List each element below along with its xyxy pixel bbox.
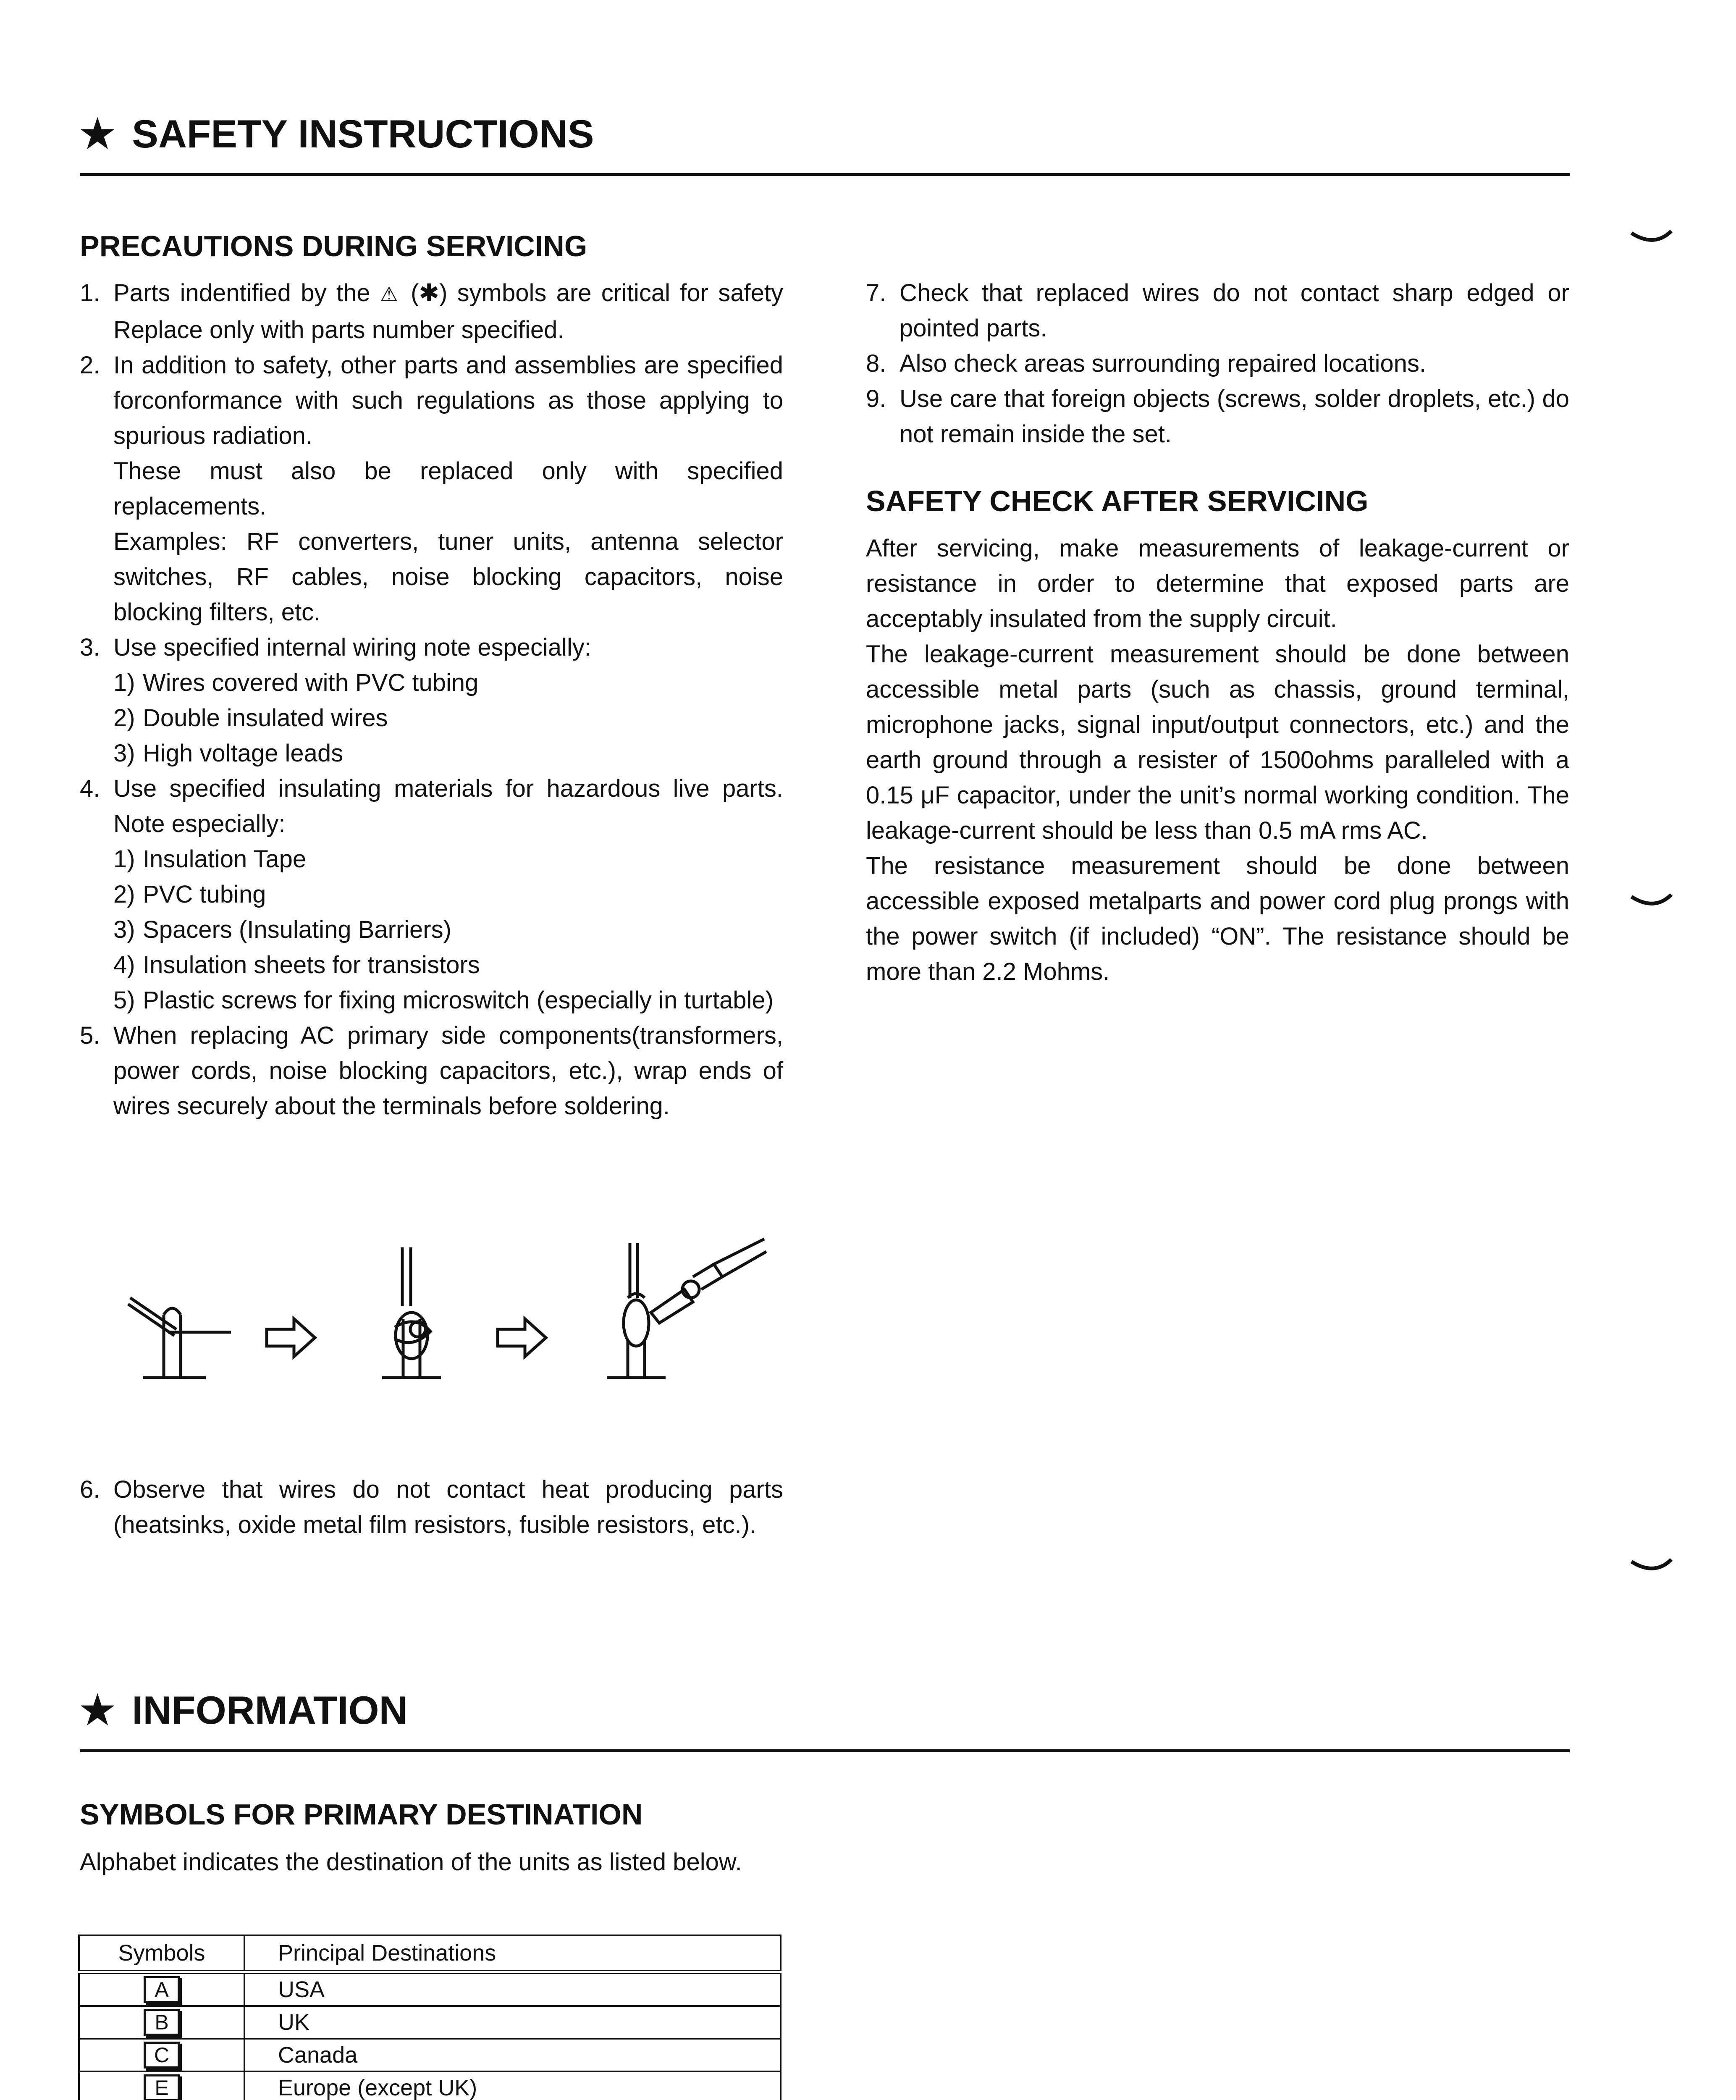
arrow-right-icon [267, 1319, 315, 1357]
information-heading [80, 1688, 407, 1733]
table-header-destinations: Principal Destinations [244, 1935, 781, 1972]
symbols-title: SYMBOLS FOR PRIMARY DESTINATION [80, 1798, 643, 1831]
destination-cell: UK [244, 2006, 781, 2039]
binding-mark [1629, 229, 1676, 250]
list-item: 6. Observe that wires do not contact heat producing parts (heatsinks, oxide metal film resistors, fusible resistors, etc.). [80, 1476, 783, 1538]
destination-cell: Canada [244, 2039, 781, 2071]
sub-item: 1) Insulation Tape [113, 845, 307, 873]
sub-item: 1) Wires covered with PVC tubing [113, 669, 479, 696]
list-item: 5. When replacing AC primary side components(transformers, power cords, noise blocking capacitors, etc.), wrap ends of wires securely about the terminals before soldering. [80, 1022, 783, 1120]
table-row [79, 2039, 781, 2071]
list-item: 3. Use specified internal wiring note especially: [80, 634, 592, 661]
symbols-intro: Alphabet indicates the destination of the units as listed below. [80, 1848, 742, 1876]
symbol-box: C [144, 2042, 180, 2068]
information-heading-text: INFORMATION [132, 1688, 408, 1732]
precautions-list-right [866, 276, 1569, 452]
precautions-list [80, 276, 783, 1124]
terminal-post-icon [128, 1298, 231, 1378]
warning-triangle-icon: ⚠ [380, 284, 401, 306]
list-item: 2. In addition to safety, other parts and assemblies are specified forconformance with such regulations as those applying to spurious radiation. These must also be replaced only with specified replacements. Examples: RF converters, tuner units, antenna selector switches, RF cables, noise blocking capacitors, noise blocking filters, etc. [80, 352, 783, 626]
list-item: 1. Parts indentified by the ⚠ (✱) symbols are critical for safety Replace only with parts number specified. [80, 279, 783, 344]
list-item: 4. Use specified insulating materials for hazardous live parts. Note especially: [80, 775, 783, 837]
symbol-box: A [144, 1976, 180, 2003]
table-row [79, 2071, 781, 2100]
terminal-post-icon [607, 1243, 666, 1378]
wiring-illustration [105, 1235, 768, 1394]
table-row [79, 1972, 781, 2006]
safety-heading-rule [80, 173, 1570, 176]
sub-item: 5) Plastic screws for fixing microswitch (especially in turtable) [113, 987, 774, 1014]
precautions-list-cont [80, 1472, 783, 1543]
safety-heading [80, 111, 594, 157]
information-heading-rule [80, 1749, 1570, 1752]
sub-item: 3) Spacers (Insulating Barriers) [113, 916, 451, 943]
safety-heading-text: SAFETY INSTRUCTIONS [132, 112, 594, 156]
terminal-post-icon [382, 1247, 441, 1378]
soldering-iron-icon [651, 1239, 766, 1323]
precautions-title: PRECAUTIONS DURING SERVICING [80, 230, 587, 262]
table-header-row [79, 1935, 781, 1972]
sub-item: 4) Insulation sheets for transistors [113, 951, 480, 979]
sub-item: 2) Double insulated wires [113, 704, 388, 732]
safety-check-title: SAFETY CHECK AFTER SERVICING [866, 485, 1369, 517]
star-icon: ★ [80, 1688, 115, 1732]
binding-mark [1629, 892, 1676, 914]
table-row [79, 2006, 781, 2039]
safety-check-body: After servicing, make measurements of leakage-current or resistance in order to determine that exposed parts are acceptably insulated from the supply circuit. The leakage-current measurement should be done between accessible metal parts (such as chassis, ground terminal, microphone jacks, signal input/output connectors, etc.) and the earth ground through a resister of 1500ohms paralleled with a 0.15 μF capacitor, under the unit’s normal working condition. The leakage-current should be less than 0.5 mA rms AC. The resistance measurement should be done between accessible exposed metalparts and power cord plug prongs with the power switch (if included) “ON”. The resistance should be more than 2.2 Mohms. [866, 535, 1569, 985]
list-item: 9. Use care that foreign objects (screws, solder droplets, etc.) do not remain inside the set. [866, 385, 1569, 448]
sub-item: 2) PVC tubing [113, 881, 266, 908]
list-item: 8. Also check areas surrounding repaired locations. [866, 350, 1427, 377]
destinations-table [78, 1935, 781, 2100]
sub-item: 3) High voltage leads [113, 740, 344, 767]
symbol-box: B [144, 2009, 180, 2036]
arrow-right-icon [498, 1319, 546, 1357]
symbol-box: E [144, 2074, 180, 2100]
star-icon: ★ [80, 112, 115, 156]
destination-cell: Europe (except UK) [244, 2071, 781, 2100]
destination-cell: USA [244, 1972, 781, 2006]
table-header-symbols: Symbols [79, 1935, 244, 1972]
list-item: 7. Check that replaced wires do not contact sharp edged or pointed parts. [866, 279, 1569, 342]
binding-mark [1629, 1557, 1676, 1578]
